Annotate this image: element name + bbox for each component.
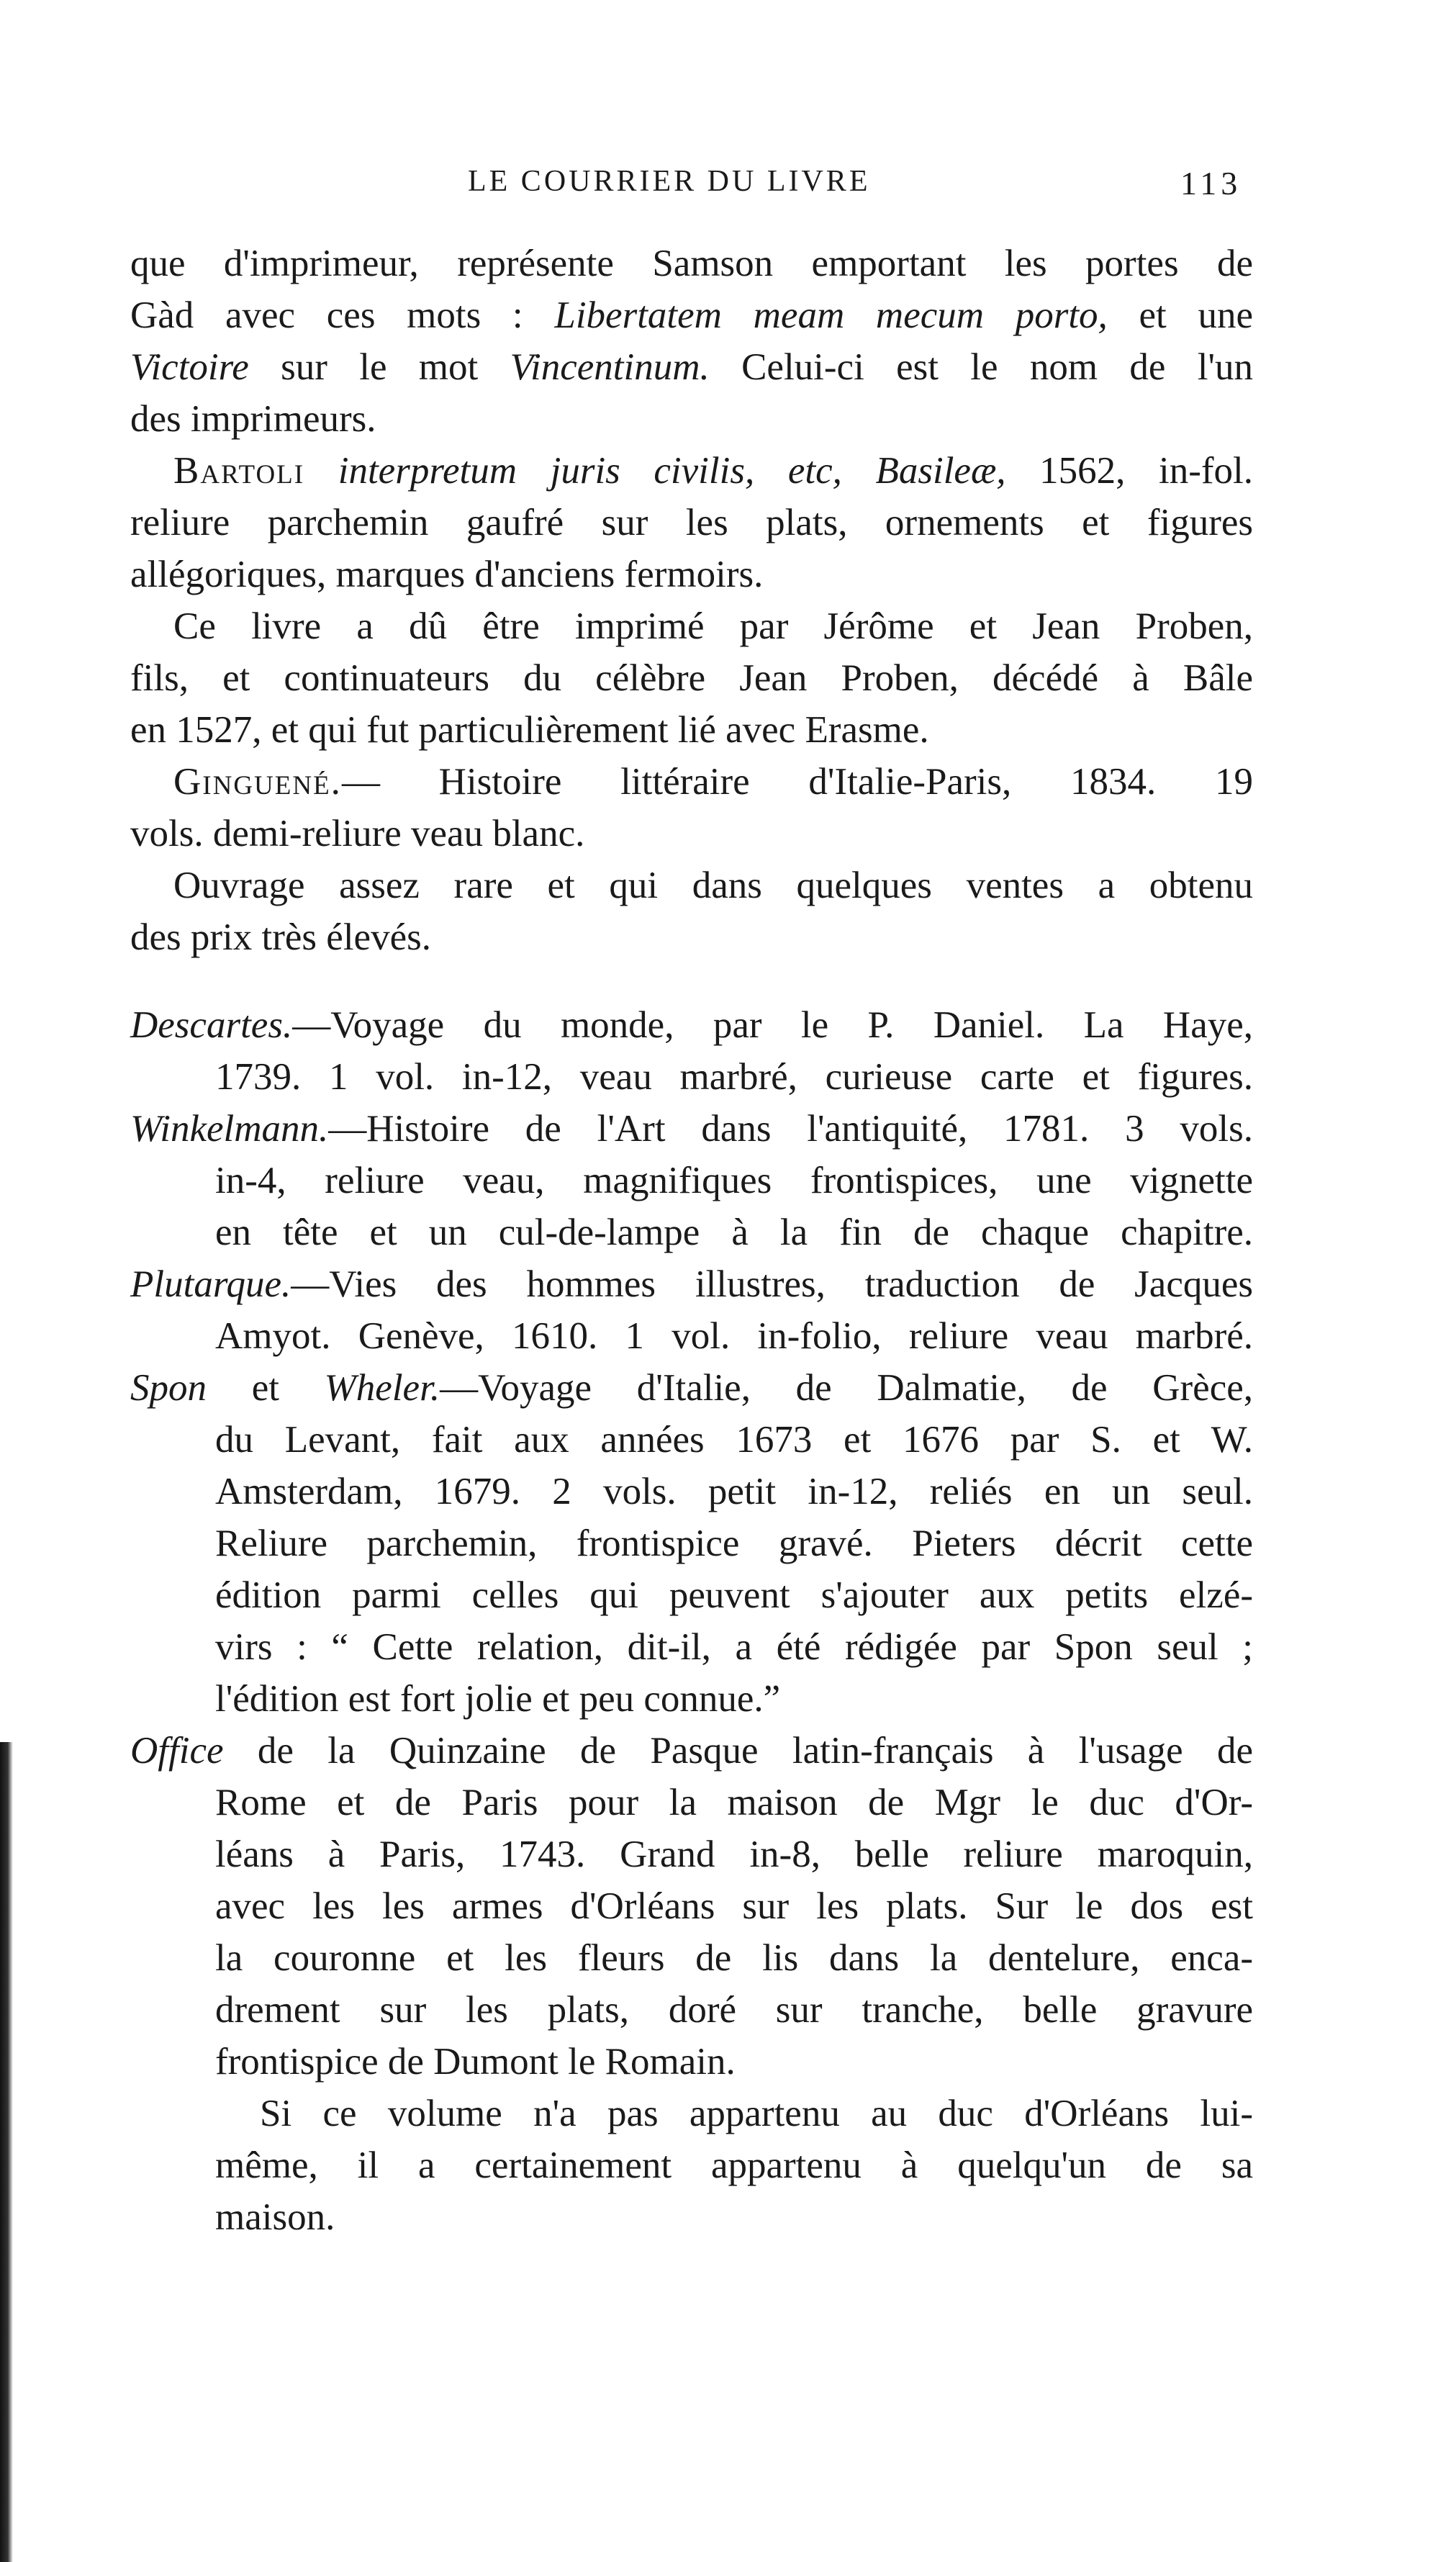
text-line: vols. demi-reliure veau blanc. [130, 813, 585, 854]
text-line: maison. [215, 2196, 335, 2238]
text-line: drement sur les plats, doré sur tranche, belle gravure [215, 1989, 1253, 2031]
text-line: Spon et Wheler.—Voyage d'Italie, de Dalmatie, de Grèce, [130, 1367, 1254, 1409]
text-line: Amyot. Genève, 1610. 1 vol. in-folio, reliure veau marbré. [215, 1315, 1253, 1357]
text-line: 1739. 1 vol. in-12, veau marbré, curieuse carte et figures. [215, 1056, 1253, 1098]
paragraph-ouvrage [130, 860, 1253, 963]
entry-office [130, 1725, 1253, 2243]
text-line: en tête et un cul-de-lampe à la fin de chaque chapitre. [215, 1212, 1253, 1253]
text-line: la couronne et les fleurs de lis dans la dentelure, enca- [215, 1937, 1253, 1979]
text-line: fils, et continuateurs du célèbre Jean Proben, décédé à Bâle [130, 657, 1253, 699]
entry-spon-wheler [130, 1362, 1253, 1725]
paragraph-bartoli [130, 445, 1253, 600]
text-line: Ce livre a dû être imprimé par Jérôme et Jean Proben, [173, 605, 1253, 647]
text-line: l'édition est fort jolie et peu connue.” [215, 1678, 781, 1720]
text-line: reliure parchemin gaufré sur les plats, ornements et figures [130, 502, 1253, 543]
text-line: Gàd avec ces mots : Libertatem meam mecum porto, et une [130, 294, 1253, 336]
entry-descartes [130, 999, 1253, 1103]
text-line: Reliure parchemin, frontispice gravé. Pieters décrit cette [215, 1523, 1253, 1564]
text-line: Ginguené.— Histoire littéraire d'Italie-Paris, 1834. 19 [173, 761, 1253, 803]
text-line: des prix très élevés. [130, 916, 431, 958]
text-line: in-4, reliure veau, magnifiques frontispices, une vignette [215, 1160, 1253, 1201]
text-line: virs : “ Cette relation, dit-il, a été rédigée par Spon seul ; [215, 1626, 1253, 1668]
text-line: Office de la Quinzaine de Pasque latin-français à l'usage de [130, 1730, 1254, 1772]
text-line: léans à Paris, 1743. Grand in-8, belle reliure maroquin, [215, 1833, 1253, 1875]
text-line: édition parmi celles qui peuvent s'ajouter aux petits elzé- [215, 1574, 1253, 1616]
entry-winkelmann [130, 1103, 1253, 1258]
text-line: Rome et de Paris pour la maison de Mgr le duc d'Or- [215, 1782, 1253, 1823]
entry-plutarque [130, 1258, 1253, 1362]
text-line: même, il a certainement appartenu à quelqu'un de sa [215, 2144, 1253, 2186]
text-line: Plutarque.—Vies des hommes illustres, traduction de Jacques [130, 1263, 1253, 1305]
paragraph-ginguene [130, 756, 1253, 860]
text-line: en 1527, et qui fut particulièrement lié avec Erasme. [130, 709, 929, 751]
text-line: allégoriques, marques d'anciens fermoirs. [130, 554, 764, 595]
text-line: Descartes.—Voyage du monde, par le P. Daniel. La Haye, [130, 1004, 1253, 1046]
text-line: du Levant, fait aux années 1673 et 1676 par S. et W. [215, 1419, 1253, 1461]
text-line: Amsterdam, 1679. 2 vols. petit in-12, reliés en un seul. [215, 1471, 1253, 1512]
paragraph-samson [130, 238, 1253, 445]
paragraph-proben [130, 600, 1253, 756]
text-line: Bartoli interpretum juris civilis, etc, Basileæ, 1562, in-fol. [173, 450, 1254, 492]
text-line: Victoire sur le mot Vincentinum. Celui-ci est le nom de l'un [130, 346, 1254, 388]
text-line: que d'imprimeur, représente Samson emportant les portes de [130, 243, 1253, 284]
running-title: LE COURRIER DU LIVRE [468, 165, 871, 198]
text-line: frontispice de Dumont le Romain. [215, 2041, 736, 2083]
text-line: Si ce volume n'a pas appartenu au duc d'Orléans lui- [260, 2093, 1253, 2134]
text-line: Ouvrage assez rare et qui dans quelques ventes a obtenu [173, 865, 1253, 906]
text-line: des imprimeurs. [130, 398, 376, 440]
page-edge-shadow [0, 1742, 13, 2562]
text-line: Winkelmann.—Histoire de l'Art dans l'antiquité, 1781. 3 vols. [130, 1108, 1253, 1150]
page-number: 113 [1180, 165, 1242, 202]
text-line: avec les les armes d'Orléans sur les plats. Sur le dos est [215, 1885, 1253, 1927]
